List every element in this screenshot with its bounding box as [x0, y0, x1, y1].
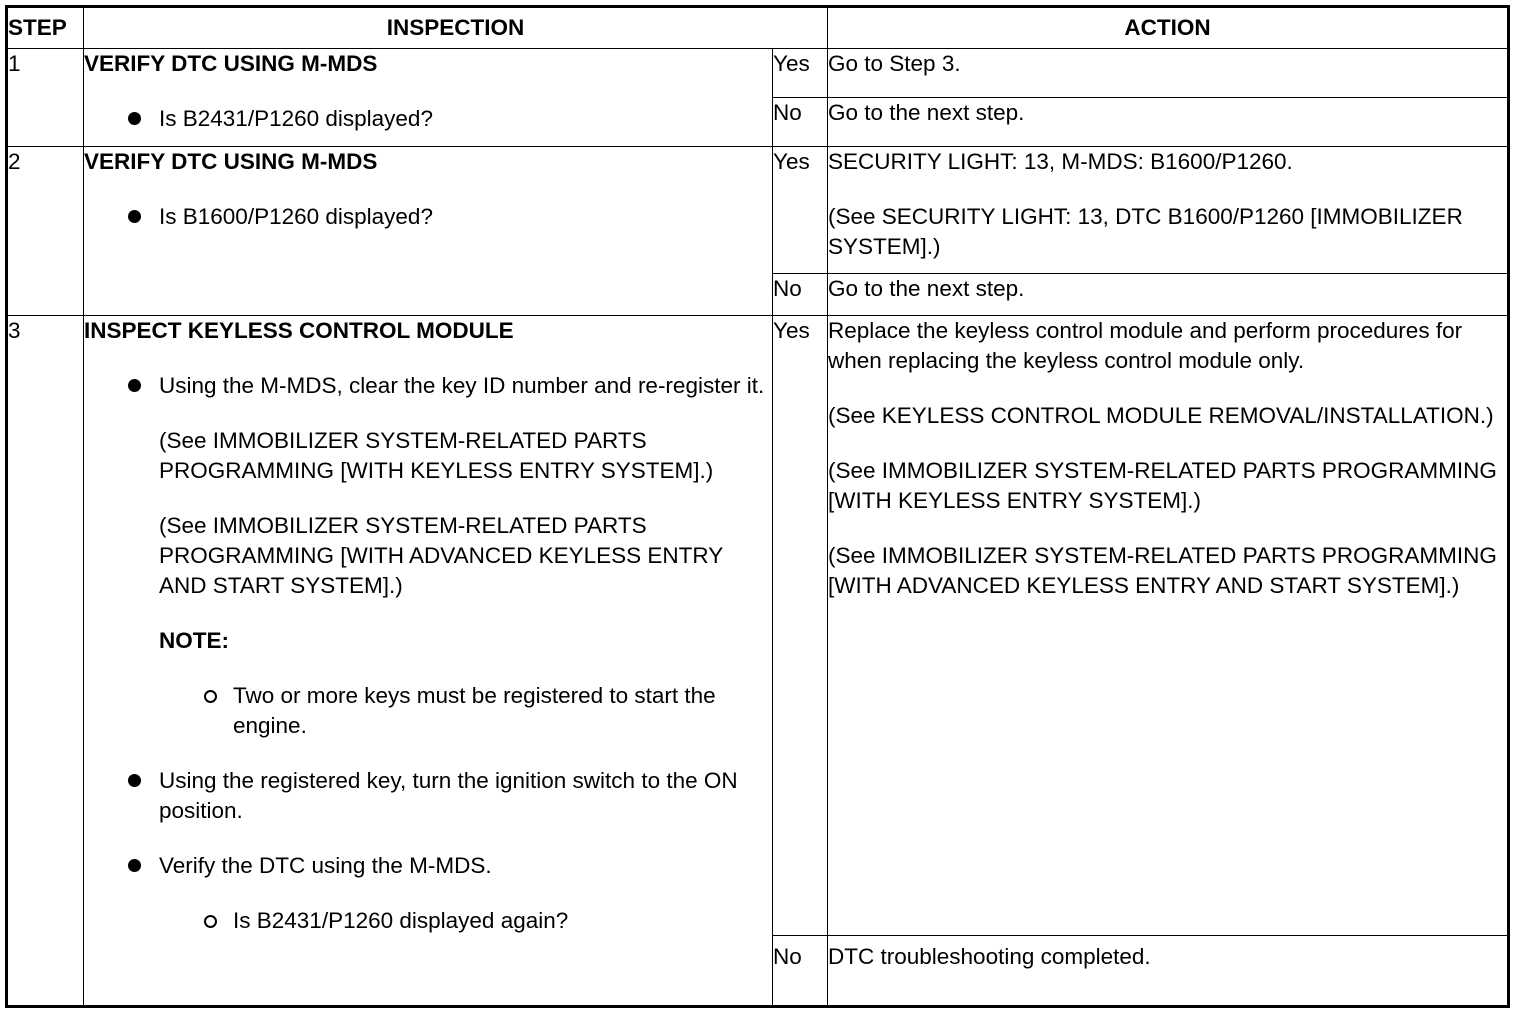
bullet-icon	[128, 859, 141, 872]
bullet-text: Is B2431/P1260 displayed?	[159, 106, 433, 131]
step-number: 2	[7, 147, 84, 316]
no-action: DTC troubleshooting completed.	[828, 936, 1509, 1007]
yes-label: Yes	[773, 49, 828, 98]
no-label: No	[773, 98, 828, 147]
bullet-icon	[128, 210, 141, 223]
step-3-inspection	[84, 316, 773, 1007]
step-2-yes-row	[7, 147, 1509, 274]
yes-action-reference: (See SECURITY LIGHT: 13, DTC B1600/P1260 [IMMOBILIZER SYSTEM].)	[828, 204, 1463, 259]
yes-action-reference: (See KEYLESS CONTROL MODULE REMOVAL/INSTALLATION.)	[828, 403, 1494, 428]
reference-text: (See IMMOBILIZER SYSTEM-RELATED PARTS PROGRAMMING [WITH ADVANCED KEYLESS ENTRY AND START SYSTEM].)	[159, 513, 723, 598]
step-1-inspection	[84, 49, 773, 147]
bullet-item	[84, 202, 772, 232]
bullet-icon	[128, 379, 141, 392]
step-title: VERIFY DTC USING M-MDS	[84, 149, 378, 174]
no-label: No	[773, 936, 828, 1007]
bullet-icon	[128, 112, 141, 125]
yes-action-cell	[828, 316, 1509, 936]
bullet-icon	[128, 774, 141, 787]
yes-action-cell	[828, 147, 1509, 274]
yes-action-reference: (See IMMOBILIZER SYSTEM-RELATED PARTS PROGRAMMING [WITH ADVANCED KEYLESS ENTRY AND START SYSTEM].)	[828, 543, 1497, 598]
bullet-text: Verify the DTC using the M-MDS.	[159, 853, 492, 878]
step-column-header: STEP	[7, 7, 84, 49]
no-action: Go to the next step.	[828, 274, 1509, 316]
step-1-yes-row	[7, 49, 1509, 98]
circle-bullet-icon	[204, 915, 217, 928]
no-action: Go to the next step.	[828, 98, 1509, 147]
step-number: 3	[7, 316, 84, 1007]
step-title: VERIFY DTC USING M-MDS	[84, 51, 378, 76]
step-number: 1	[7, 49, 84, 147]
header-row	[7, 7, 1509, 49]
action-column-header: ACTION	[828, 7, 1509, 49]
note-item	[84, 681, 772, 741]
yes-action: Replace the keyless control module and perform procedures for when replacing the keyless control module only.	[828, 318, 1463, 373]
yes-label: Yes	[773, 147, 828, 274]
bullet-text: Using the registered key, turn the ignition switch to the ON position.	[159, 768, 738, 823]
yes-action: Go to Step 3.	[828, 49, 1509, 98]
step-title: INSPECT KEYLESS CONTROL MODULE	[84, 318, 514, 343]
bullet-item	[84, 371, 772, 401]
circle-bullet-icon	[204, 690, 217, 703]
bullet-item	[84, 766, 772, 826]
note-text: Two or more keys must be registered to start the engine.	[233, 683, 716, 738]
bullet-item	[84, 104, 772, 134]
yes-action: SECURITY LIGHT: 13, M-MDS: B1600/P1260.	[828, 149, 1293, 174]
yes-label: Yes	[773, 316, 828, 936]
step-3-yes-row	[7, 316, 1509, 936]
sub-bullet-text: Is B2431/P1260 displayed again?	[233, 908, 569, 933]
yes-action-reference: (See IMMOBILIZER SYSTEM-RELATED PARTS PROGRAMMING [WITH KEYLESS ENTRY SYSTEM].)	[828, 458, 1497, 513]
sub-bullet-item	[84, 906, 772, 936]
bullet-item	[84, 851, 772, 881]
note-label: NOTE:	[159, 628, 229, 653]
bullet-text: Is B1600/P1260 displayed?	[159, 204, 433, 229]
reference-text: (See IMMOBILIZER SYSTEM-RELATED PARTS PROGRAMMING [WITH KEYLESS ENTRY SYSTEM].)	[159, 428, 714, 483]
no-label: No	[773, 274, 828, 316]
step-2-inspection	[84, 147, 773, 316]
inspection-column-header: INSPECTION	[84, 7, 828, 49]
troubleshooting-table	[5, 5, 1510, 1008]
bullet-text: Using the M-MDS, clear the key ID number and re-register it.	[159, 373, 765, 398]
